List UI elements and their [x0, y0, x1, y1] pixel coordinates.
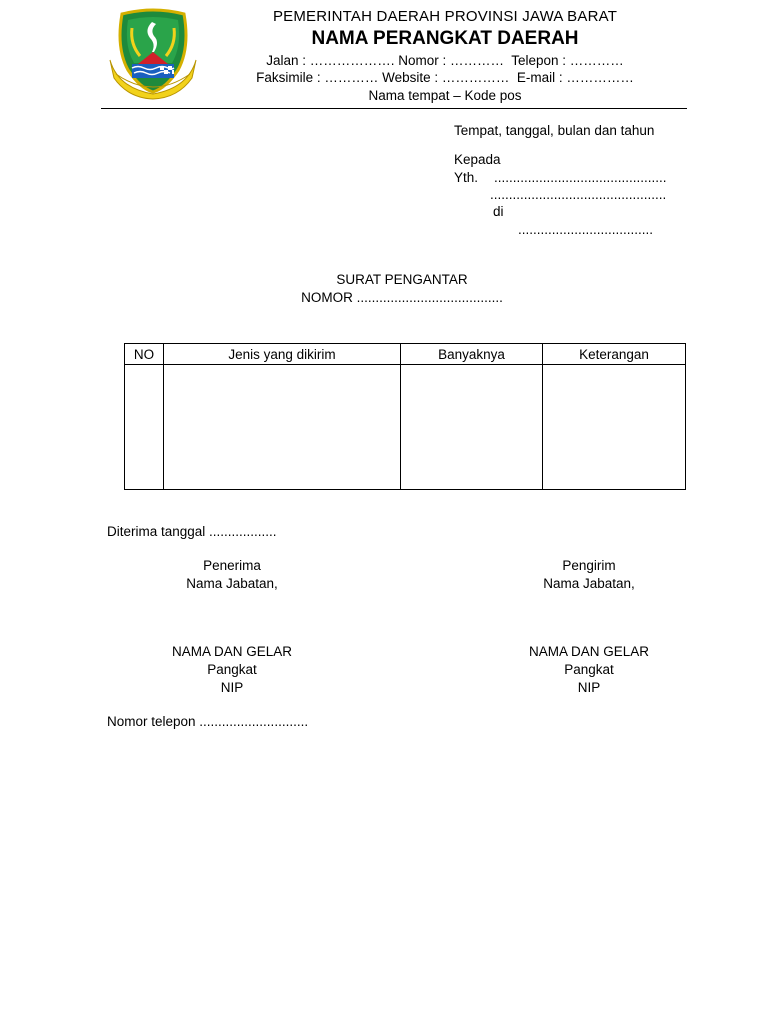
receiver-rank: Pangkat — [207, 662, 257, 677]
column-header-notes: Keterangan — [543, 344, 686, 365]
recipient-line2-dots: ............................................... — [490, 187, 667, 202]
yth-label: Yth. — [454, 170, 479, 185]
recipient-place-dots: .................................... — [518, 222, 654, 237]
di-label: di — [493, 204, 504, 219]
sender-nip: NIP — [577, 680, 601, 695]
receiver-nip: NIP — [220, 680, 244, 695]
kepada-label: Kepada — [454, 152, 501, 167]
table-cell-item-type — [164, 365, 401, 490]
table-row — [125, 365, 686, 490]
letter-title: SURAT PENGANTAR — [336, 272, 468, 287]
west-java-province-emblem-icon — [108, 8, 198, 100]
receiver-role: Penerima — [203, 558, 261, 573]
letterhead-contact-line: Faksimile : ………… Website : …………… E-mail : …………… — [256, 70, 634, 85]
table-cell-notes — [543, 365, 686, 490]
letterhead-agency-name: NAMA PERANGKAT DAERAH — [311, 28, 579, 49]
column-header-item-type: Jenis yang dikirim — [164, 344, 401, 365]
letterhead-postal-line: Nama tempat – Kode pos — [368, 88, 522, 103]
letterhead-government-line: PEMERINTAH DAERAH PROVINSI JAWA BARAT — [272, 8, 618, 25]
sender-rank: Pangkat — [564, 662, 614, 677]
letterhead-address-line: Jalan : ………………. Nomor : ………… Telepon : ………… — [266, 53, 624, 68]
items-table — [124, 343, 686, 490]
column-header-no: NO — [125, 344, 164, 365]
table-header-row — [125, 344, 686, 365]
receiver-name: NAMA DAN GELAR — [171, 644, 293, 659]
sender-name: NAMA DAN GELAR — [528, 644, 650, 659]
sender-position: Nama Jabatan, — [543, 576, 635, 591]
receiver-position: Nama Jabatan, — [186, 576, 278, 591]
table-cell-quantity — [401, 365, 543, 490]
sender-role: Pengirim — [562, 558, 616, 573]
table-cell-no — [125, 365, 164, 490]
received-date: Diterima tanggal .................. — [107, 524, 277, 539]
column-header-quantity: Banyaknya — [401, 344, 543, 365]
recipient-name-dots: .............................................. — [494, 170, 667, 185]
letterhead-divider — [101, 108, 687, 109]
phone-number: Nomor telepon ............................. — [107, 714, 309, 729]
letter-number: NOMOR ....................................... — [301, 290, 503, 305]
place-date: Tempat, tanggal, bulan dan tahun — [454, 123, 655, 138]
